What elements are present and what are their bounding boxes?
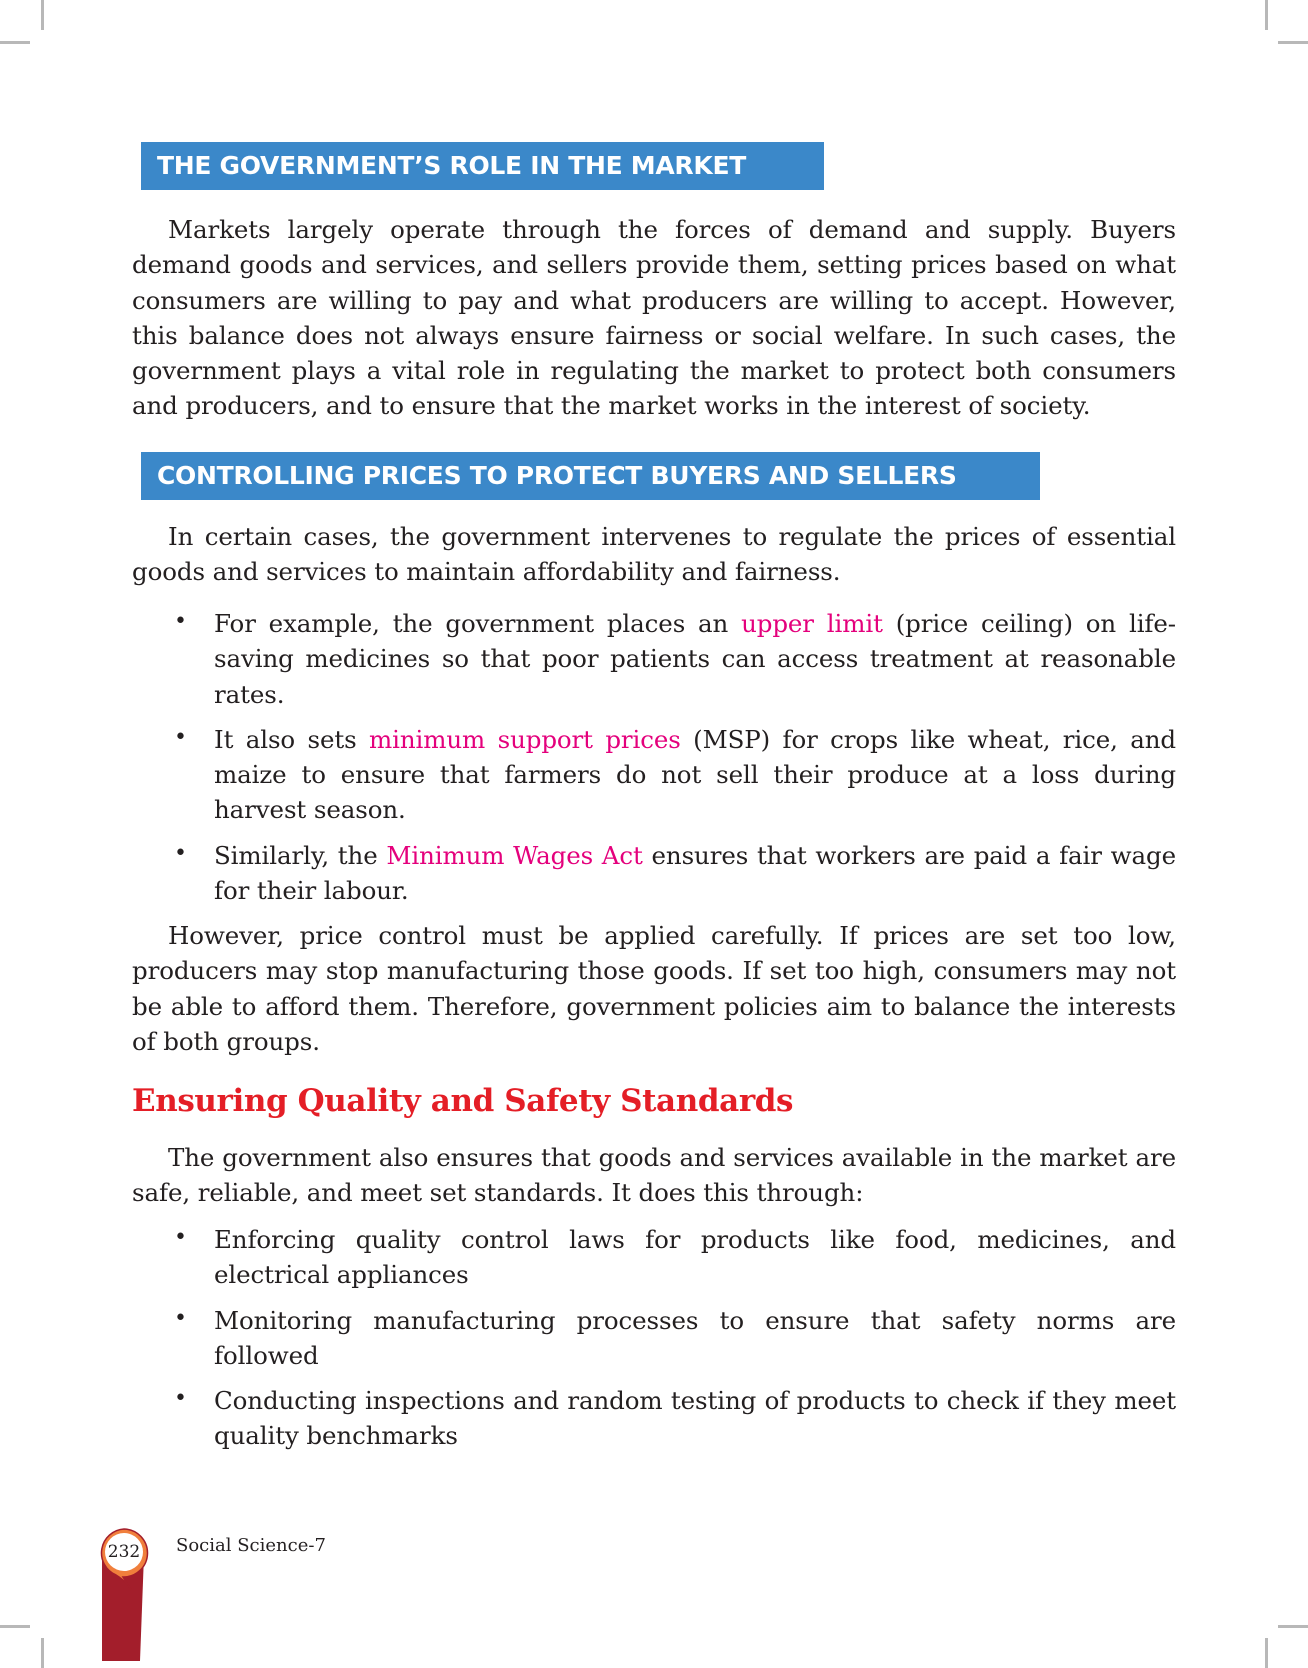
list-item: • Similarly, the Minimum Wages Act ensures that workers are paid a fair wage for their labour.: [132, 838, 1176, 909]
bullet-icon: •: [174, 609, 187, 634]
crop-mark: [1265, 1638, 1268, 1668]
price-control-conclusion: However, price control must be applied carefully. If prices are set too low, producers may stop manufacturing those goods. If set too high, consumers may not be able to afford them. Therefore, government policies aim to balance the interests of both groups.: [132, 921, 1176, 1056]
crop-mark: [0, 1625, 30, 1628]
price-control-list: [132, 606, 1176, 918]
crop-mark: [1265, 0, 1268, 30]
highlight-term: Minimum Wages Act: [386, 840, 643, 870]
quality-list: [132, 1222, 1176, 1464]
price-control-intro: In certain cases, the government intervenes to regulate the prices of essential goods and services to maintain affordability and fairness.: [132, 522, 1176, 587]
list-item: • It also sets minimum support prices (MSP) for crops like wheat, rice, and maize to ensure that farmers do not sell their produce at a loss during harvest season.: [132, 722, 1176, 828]
bullet-icon: •: [174, 840, 187, 866]
crop-mark: [41, 0, 44, 30]
crop-mark: [1278, 1625, 1308, 1628]
quality-intro: The government also ensures that goods and services available in the market are safe, reliable, and meet set standards. It does this through:: [132, 1143, 1176, 1208]
section-heading-government-role: THE GOVERNMENT’S ROLE IN THE MARKET: [141, 142, 824, 190]
list-item: • Monitoring manufacturing processes to ensure that safety norms are followed: [132, 1303, 1176, 1374]
crop-mark: [0, 41, 30, 44]
highlight-term: upper limit: [741, 609, 883, 638]
crop-mark: [1278, 41, 1308, 44]
subheading-quality-safety: Ensuring Quality and Safety Standards: [132, 1083, 794, 1119]
bullet-icon: •: [174, 1386, 187, 1412]
intro-paragraph: Markets largely operate through the forces of demand and supply. Buyers demand goods and services, and sellers provide them, setting prices based on what consumers are willing to pay and what producers are willing to accept. However, this balance does not always ensure fairness or social welfare. In such cases, the government plays a vital role in regulating the market to protect both consumers and producers, and to ensure that the market works in the interest of society.: [132, 215, 1176, 421]
crop-mark: [41, 1638, 44, 1668]
bullet-icon: •: [174, 724, 187, 750]
bullet-icon: •: [174, 1225, 187, 1250]
highlight-term: minimum support prices: [368, 724, 681, 754]
list-item: • Enforcing quality control laws for products like food, medicines, and electrical appliances: [132, 1222, 1176, 1293]
section-heading-controlling-prices: CONTROLLING PRICES TO PROTECT BUYERS AND SELLERS: [141, 452, 1040, 500]
bullet-icon: •: [174, 1305, 187, 1331]
page-number: 232: [107, 1542, 141, 1562]
list-item: • For example, the government places an upper limit (price ceiling) on life-saving medicines so that poor patients can access treatment at reasonable rates.: [132, 606, 1176, 712]
book-title: Social Science-7: [176, 1535, 326, 1556]
list-item: • Conducting inspections and random testing of products to check if they meet quality benchmarks: [132, 1383, 1176, 1454]
